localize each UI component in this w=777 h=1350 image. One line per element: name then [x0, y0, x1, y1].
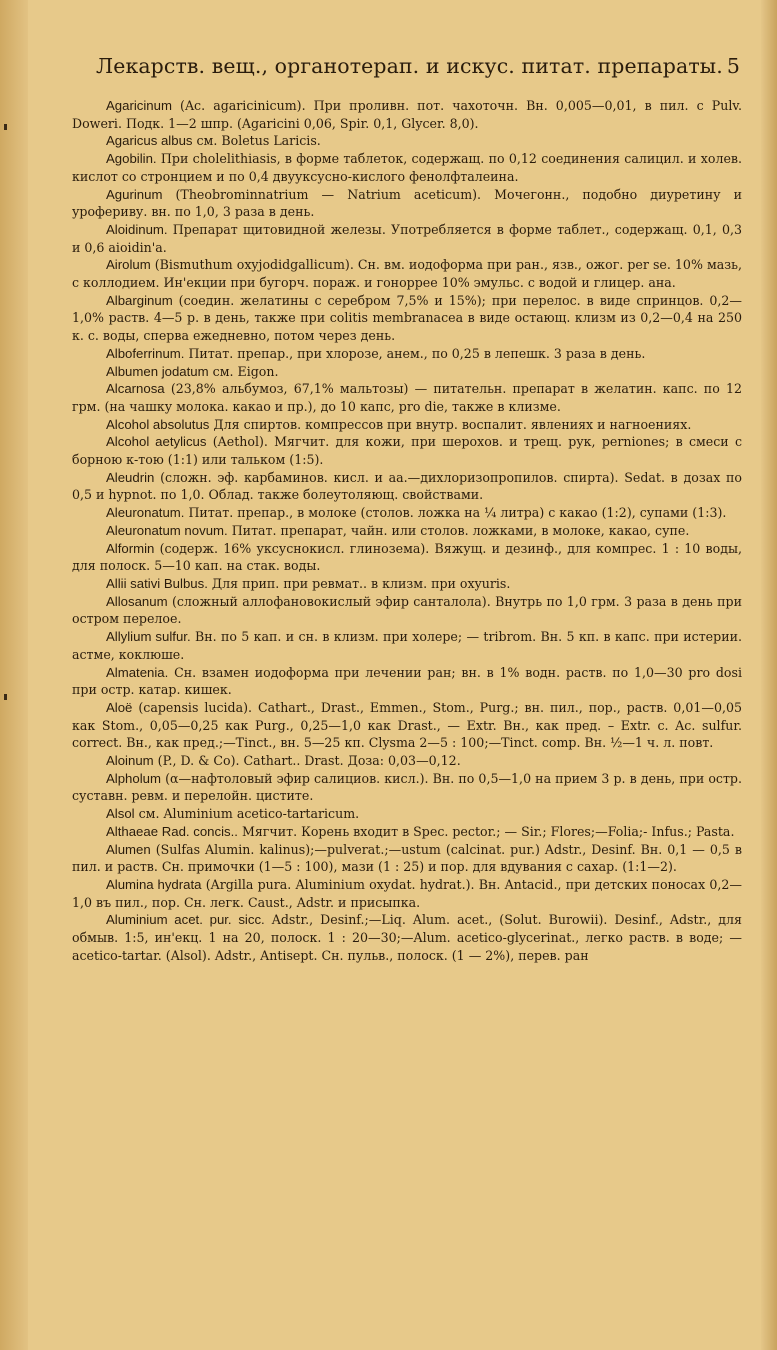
entry — [72, 504, 742, 522]
entry-text: Питат. препарат, чайн. или столов. ложками, в молоке, какао, супе. — [227, 522, 690, 538]
entry — [72, 433, 742, 468]
page-gutter-shadow — [0, 0, 28, 1350]
entry-term: Aloinum — [106, 753, 154, 769]
entry-term: Alcohol absolutus — [106, 416, 210, 432]
entry — [72, 770, 742, 805]
entry-term: Aloë — [106, 699, 133, 715]
entry-text: см. Aluminium acetico-tartaricum. — [134, 806, 360, 822]
entry-text: (23,8% альбумоз, 67,1% мальтозы) — питательн. препарат в желатин. капс. по 12 грм. (на чашку молока. какао и пр.), до 10 капс, pro die, также в клизме. — [72, 381, 742, 414]
entry — [72, 876, 742, 911]
entry-term: Aloidinum. — [106, 221, 168, 237]
entry-term: Allii sativi Bulbus. — [106, 575, 208, 591]
page-edge — [761, 0, 777, 1350]
entry-term: Alcarnosa — [106, 381, 165, 397]
margin-mark — [4, 124, 7, 130]
entry-text: Сн. взамен иодоформа при лечении ран; вн. в 1% водн. раств. по 1,0—30 pro dosi при остр. катар. кишек. — [72, 664, 742, 698]
entry — [72, 593, 742, 628]
entry-term: Agobilin. — [106, 151, 157, 167]
entry-term: Aleuronatum. — [106, 505, 185, 521]
entry-term: Albarginum — [106, 292, 173, 308]
entry-term: Allylium sulfur. — [106, 629, 191, 645]
entry-term: Alumen — [106, 841, 151, 857]
entry-term: Alsol — [106, 806, 135, 822]
entry-text: (Aethol). Мягчит. для кожи, при шерохов. и трещ. рук, perniones; в смеси с борною к-тою (1:1) или тальком (1:5). — [72, 434, 742, 468]
entry-term: Agaricus albus — [106, 133, 193, 149]
entry-text: Питат. препар., при хлорозе, анем., по 0,25 в лепешк. 3 раза в день. — [184, 345, 646, 361]
entry — [72, 363, 742, 381]
entry — [72, 805, 742, 823]
entry-text: Для прип. при ревмат.. в клизм. при oxyuris. — [207, 575, 511, 591]
entry-text: (Theobrominnatrium — Natrium aceticum). Мочегонн., подобно диуретину и урофериву. вн. по 1,0, 3 раза в день. — [72, 186, 742, 220]
entry-term: Airolum — [106, 257, 151, 273]
entry-text: (Sulfas Alumin. kalinus);—pulverat.;—ustum (calcinat. pur.) Adstr., Desinf. Вн. 0,1 — 0,5 в пил. и раств. Сн. примочки (1—5 : 100), мази (1 : 25) и пор. для вдувания с сахар. (1:1—2). — [72, 841, 742, 875]
entry-text: При cholelithiasis, в форме таблеток, содержащ. по 0,12 соединения салицил. и холев. кислот со стронцием и по 0,4 двууксусно-кислого фенолфталеина. — [72, 151, 742, 184]
entry-text: см. Boletus Laricis. — [192, 133, 321, 149]
entry-term: Althaeae Rad. concis.. — [106, 823, 238, 839]
entry — [72, 416, 742, 434]
entry-text: Для спиртов. компрессов при внутр. воспалит. явлениях и нагноениях. — [209, 416, 692, 432]
entry-term: Alformin — [106, 540, 155, 556]
entry-term: Agaricinum — [106, 98, 172, 113]
page-number: 5 — [726, 54, 740, 78]
entry-term: Albumen jodatum — [106, 363, 209, 379]
entry — [72, 911, 742, 964]
entry-text: (P., D. & Co). Cathart.. Drast. Доза: 0,03—0,12. — [153, 753, 461, 769]
entry — [72, 752, 742, 770]
running-title: Лекарств. вещ., органотерап. и искус. питат. препараты. — [96, 54, 723, 78]
entry — [72, 345, 742, 363]
entry — [72, 186, 742, 221]
entry-term: Aleudrin — [106, 469, 155, 485]
entry — [72, 575, 742, 593]
entry-text: Питат. препар., в молоке (столов. ложка на ¼ литра) с какао (1:2), супами (1:3). — [184, 505, 727, 521]
entry-term: Almatenia. — [106, 664, 169, 680]
entry — [72, 664, 742, 699]
entry-term: Alumina hydrata — [106, 876, 202, 892]
entry-text: (сложный аллофановокислый эфир санталола). Внутрь по 1,0 грм. 3 раза в день при остром перелое. — [72, 593, 742, 627]
entry-text: (capensis lucida). Cathart., Drast., Emmen., Stom., Purg.; вн. пил., пор., раств. 0,01—0,05 как Stom., 0,05—0,25 как Purg., 0,25—1,0 как Drast., — Extr. Вн., как пред. – Extr. c. Ac. sulfur. correct. Вн., как пред.;—Tinct., вн. 5—25 кп. Clysma 2—5 : 100;—Tinct. comp. Вн. ½—1 ч. л. повт. — [72, 699, 742, 751]
entry-term: Alpholum — [106, 770, 161, 786]
entry — [72, 256, 742, 291]
entry-text: Вн. по 5 кап. и сн. в клизм. при холере; — tribrom. Вн. 5 кп. в капс. при истерии. астме, коклюше. — [72, 629, 742, 662]
running-header — [96, 54, 746, 84]
entry-text: Adstr., Desinf.;—Liq. Alum. acet., (Solut. Burowii). Desinf., Adstr., для обмыв. 1:5, ин'екц. 1 на 20, полоск. 1 : 20—30;—Alum. acetico-glycerinat., легко раств. в воде; — acetico-tartar. (Alsol). Adstr., Antisept. Сн. пульв., полоск. (1 — 2%), перев. ран — [72, 912, 742, 963]
entry — [72, 97, 742, 132]
entry-text: (α—нафтоловый эфир салициов. кисл.). Вн. по 0,5—1,0 на прием 3 р. в день, при остр. суставн. ревм. и перелойн. циститe. — [72, 770, 742, 804]
entry-term: Aluminium acet. pur. sicc. — [106, 912, 265, 928]
entry-text: см. Eigon. — [208, 363, 279, 379]
entry-text: (соедин. желатины с серебром 7,5% и 15%); при перелос. в виде спринцов. 0,2—1,0% раств. 4—5 р. в день, также при colitis membranacea в виде остающ. клизм из 0,2—0,4 на 250 к. с. воды, сперва ежедневно, потом через день. — [72, 292, 742, 344]
dictionary-entries — [72, 97, 742, 964]
entry-text: (Argilla pura. Aluminium oxydat. hydrat.). Вн. Antacid., при детских поносах 0,2—1,0 въ пил., пор. Сн. легк. Caust., Adstr. и присыпка. — [72, 876, 742, 910]
entry — [72, 699, 742, 752]
entry-term: Allosanum — [106, 593, 168, 609]
entry-term: Alcohol aetylicus — [106, 434, 207, 450]
entry — [72, 221, 742, 256]
entry-text: (Bismuthum oxyjodidgallicum). Сн. вм. иодоформа при ран., язв., ожог. per se. 10% мазь, с коллодием. Ин'екции при бугорч. пораж. и гонорpee 10% эмульс. с водой и глицер. ана. — [72, 257, 742, 291]
entry — [72, 150, 742, 185]
margin-mark — [4, 694, 7, 700]
entry — [72, 628, 742, 663]
entry-text: (содерж. 16% уксуснокисл. глинозема). Вяжущ. и дезинф., для компрес. 1 : 10 воды, для полоск. 5—10 кап. на стак. воды. — [72, 540, 742, 574]
entry — [72, 823, 742, 841]
entry — [72, 469, 742, 504]
entry-term: Aleuronatum novum. — [106, 522, 228, 538]
entry — [72, 522, 742, 540]
entry — [72, 841, 742, 876]
entry — [72, 132, 742, 150]
entry-text: Препарат щитовидной железы. Употребляется в форме таблет., содержащ. 0,1, 0,3 и 0,6 aioidin'a. — [72, 221, 742, 255]
entry-text: (сложн. эф. карбаминов. кисл. и аа.—дихлоризопропилов. спирта). Sedat. в дозах по 0,5 и hypnot. по 1,0. Облад. также болеутоляющ. свойствами. — [72, 469, 742, 503]
entry — [72, 380, 742, 415]
entry — [72, 292, 742, 345]
entry-text: Мягчит. Корень входит в Spec. pector.; — Sir.; Flores;—Folia;- Infus.; Pasta. — [237, 823, 735, 839]
entry-term: Alboferrinum. — [106, 345, 185, 361]
entry-text: (Ac. agaricinicum). При проливн. пот. чахоточн. Вн. 0,005—0,01, в пил. с Pulv. Doweri. Подк. 1—2 шпр. (Agaricini 0,06, Spir. 0,1, Glycer. 8,0). — [72, 98, 742, 131]
entry-term: Agurinum — [106, 186, 163, 202]
entry — [72, 540, 742, 575]
